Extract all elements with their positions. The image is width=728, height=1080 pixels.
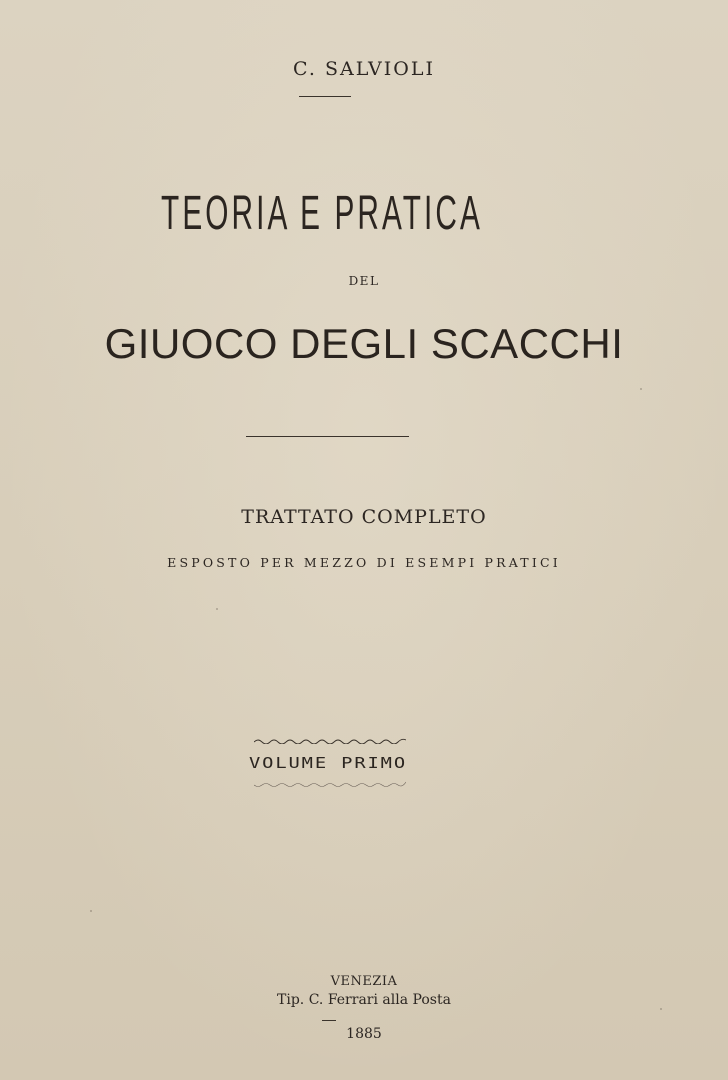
volume-label: VOLUME PRIMO [249, 754, 407, 772]
paper-speck [660, 1008, 662, 1010]
paper-speck [216, 608, 218, 610]
imprint-year: 1885 [346, 1026, 382, 1042]
title-connector: DEL [348, 274, 380, 288]
paper-speck [640, 388, 642, 390]
author-name: C. SALVIOLI [293, 58, 435, 80]
subtitle-detail: ESPOSTO PER MEZZO DI ESEMPI PRATICI [167, 555, 561, 570]
year-divider [322, 1020, 336, 1021]
title-main-line1: TEORIA E PRATICA [161, 187, 483, 240]
wave-ornament-top [254, 736, 406, 744]
subtitle: TRATTATO COMPLETO [241, 506, 487, 528]
title-main-line2: GIUOCO DEGLI SCACCHI [104, 320, 624, 367]
imprint-printer: Tip. C. Ferrari alla Posta [277, 992, 451, 1008]
title-divider [246, 436, 409, 437]
paper-speck [90, 910, 92, 912]
author-divider [299, 96, 351, 97]
wave-ornament-bottom [254, 780, 406, 788]
imprint-place: VENEZIA [330, 974, 398, 989]
